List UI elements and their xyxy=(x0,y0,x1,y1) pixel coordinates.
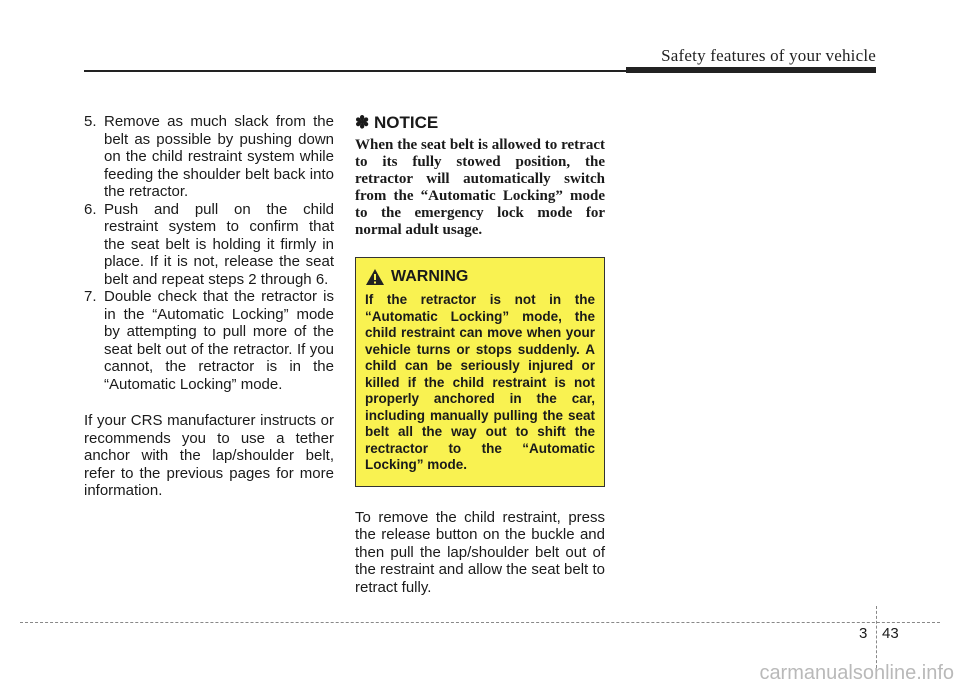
tether-paragraph: If your CRS manufacturer instructs or recommends you to use a tether anchor with the lap/shoulder belt, refer to the previous pages for more information. xyxy=(84,412,334,499)
warning-box xyxy=(355,257,605,487)
page-divider xyxy=(876,606,877,668)
removal-paragraph: To remove the child restraint, press the release button on the buckle and then pull the lap/shoulder belt out of the restraint and allow the seat belt to retract fully. xyxy=(355,508,605,596)
footer-rule xyxy=(20,622,940,623)
header-rule-accent xyxy=(626,67,876,73)
step-text: Push and pull on the child restraint system to confirm that the seat belt is holding it firmly in place. If it is not, release the seat belt and repeat steps 2 through 6. xyxy=(104,200,334,288)
step-item xyxy=(84,288,334,393)
middle-column xyxy=(355,113,605,611)
step-item xyxy=(84,201,334,289)
step-text: Double check that the retractor is in the “Automatic Locking” mode by attempting to pull more of the seat belt out of the retractor. If you cannot, the retractor is in the “Automatic Locking” mode. xyxy=(104,288,334,393)
watermark: carmanualsonline.info xyxy=(759,662,954,684)
warning-header xyxy=(365,268,595,286)
warning-triangle-icon xyxy=(365,268,385,286)
notice-body: When the seat belt is allowed to retract to its fully stowed position, the retractor will automatically switch from the “Automatic Locking” mode to the emergency lock mode for normal adult usage. xyxy=(355,137,605,238)
step-number: 6. xyxy=(84,200,97,218)
left-column xyxy=(84,113,334,515)
warning-title: WARNING xyxy=(391,268,469,286)
step-number: 7. xyxy=(84,288,97,305)
page-number: 43 xyxy=(882,625,899,642)
step-number: 5. xyxy=(84,113,97,130)
step-item xyxy=(84,113,334,201)
warning-body: If the retractor is not in the “Automatic Locking” mode, the child restraint can move when your vehicle turns or stops suddenly. A child can be seriously injured or killed if the child restraint is not properly anchored in the car, including manually pulling the seat belt all the way out to shift the rectractor to the “Automatic Locking” mode. xyxy=(365,292,595,472)
section-title: Safety features of your vehicle xyxy=(661,46,876,65)
notice-title: ✽ NOTICE xyxy=(355,113,439,132)
chapter-number: 3 xyxy=(859,625,868,642)
step-text: Remove as much slack from the belt as possible by pushing down on the child restraint system while feeding the shoulder belt back into the retractor. xyxy=(104,113,334,200)
step-list xyxy=(84,113,334,393)
